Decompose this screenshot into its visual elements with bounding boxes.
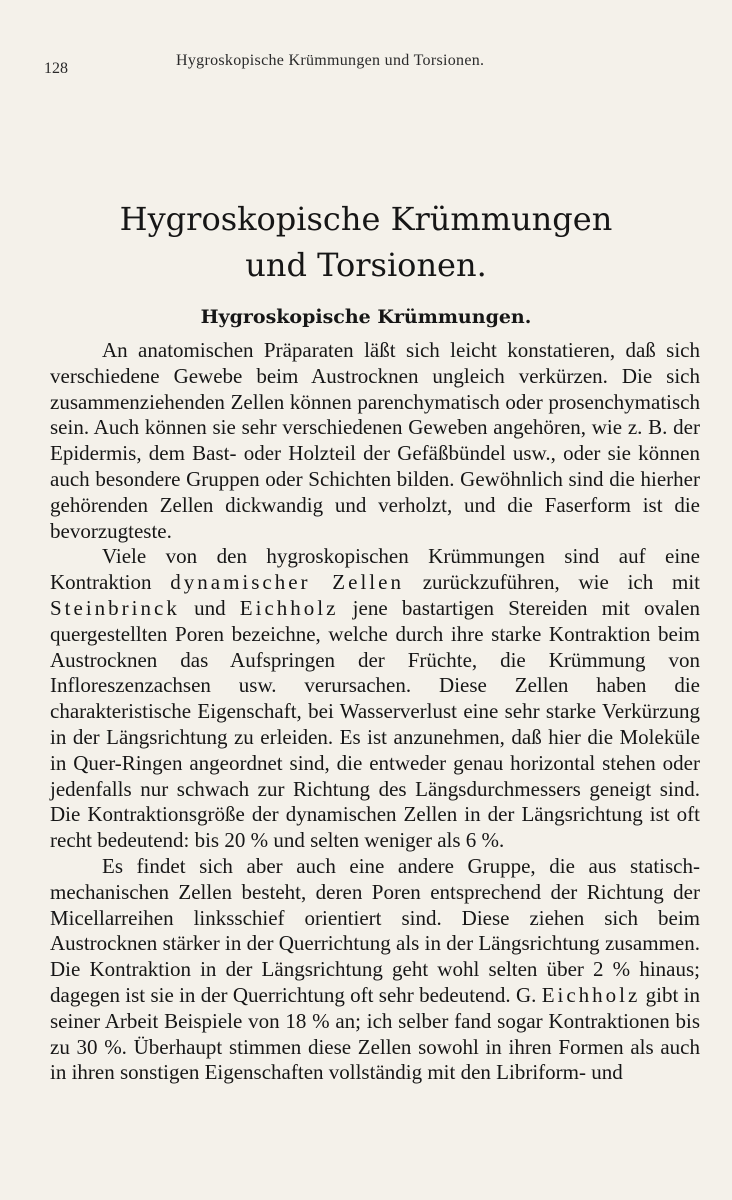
- chapter-title-line-2: und Torsionen.: [245, 246, 487, 284]
- emphasis-dynamischer-zellen: dynamischer Zellen: [170, 570, 404, 595]
- author-eichholz: Eichholz: [239, 595, 339, 620]
- author-eichholz-2: Eichholz: [541, 982, 641, 1007]
- paragraph-2-text-d: jene bastartigen Stereiden mit ovalen quergestellten Poren bezeichne, welche durch ihre starke Kontraktion beim Austrocknen das Aufspringen der Früchte, die Krümmung von Infloreszenzachsen usw. verursachen. Diese Zellen haben die charakteristische Eigenschaft, bei Wasserverlust eine sehr starke Verkürzung in der Längsrichtung zu erleiden. Es ist anzunehmen, daß hier die Moleküle in Quer-Ringen angeordnet sind, die entweder genau horizontal stehen oder jedenfalls nur schwach zur Richtung des Längsdurchmessers geneigt sind. Die Kontraktionsgröße der dynamischen Zellen in der Längsrichtung ist oft recht bedeutend: bis 20 % und selten weniger als 6 %.: [50, 595, 700, 853]
- chapter-title: [0, 196, 732, 288]
- paragraph-2-text-c: und: [179, 595, 240, 620]
- paragraph-3-text-b: gibt in seiner Arbeit Beispiele von 18 % an; ich selber fand sogar Kontraktionen bis zu 30 %. Überhaupt stimmen diese Zellen sowohl in ihren Formen als auch in ihren sonstigen Eigenschaften vollständig mit den Libriform- und: [50, 982, 700, 1085]
- paragraph-2-text-b: zurückzuführen, wie ich mit: [403, 570, 700, 595]
- paragraph-3-text-a: Es findet sich aber auch eine andere Gruppe, die aus statisch-mechanischen Zellen besteht, deren Poren entsprechend der Richtung der Micellarreihen linksschief orientiert sind. Diese ziehen sich beim Austrocknen stärker in der Querrichtung als in der Längsrichtung zusammen. Die Kontraktion in der Längsrichtung geht wohl selten über 2 % hinaus; dagegen ist sie in der Querrichtung oft sehr bedeutend. G.: [50, 853, 700, 1007]
- paragraph-1: An anatomischen Präparaten läßt sich leicht konstatieren, daß sich verschiedene Gewebe beim Austrocknen ungleich verkürzen. Die sich zusammenziehenden Zellen können parenchymatisch oder prosenchymatisch sein. Auch können sie sehr verschiedenen Geweben angehören, wie z. B. der Epidermis, dem Bast- oder Holzteil der Gefäßbündel usw., oder sie können auch besondere Gruppen oder Schichten bilden. Gewöhnlich sind die hierher gehörenden Zellen dickwandig und verholzt, und die Faserform ist die bevorzugteste.: [50, 338, 700, 543]
- section-heading: Hygroskopische Krümmungen.: [200, 306, 532, 328]
- paragraph-3: [50, 854, 700, 1086]
- chapter-title-line-1: Hygroskopische Krümmungen: [119, 200, 613, 238]
- paragraph-2: [50, 544, 700, 854]
- page-number: 128: [44, 60, 68, 77]
- paragraph-2-text-a: Viele von den hygroskopischen Krümmungen sind auf eine Kontraktion: [50, 544, 700, 595]
- body-text: [50, 338, 700, 1086]
- running-title: Hygroskopische Krümmungen und Torsionen.: [176, 52, 485, 69]
- running-head: [44, 52, 694, 82]
- author-steinbrinck: Steinbrinck: [50, 595, 180, 620]
